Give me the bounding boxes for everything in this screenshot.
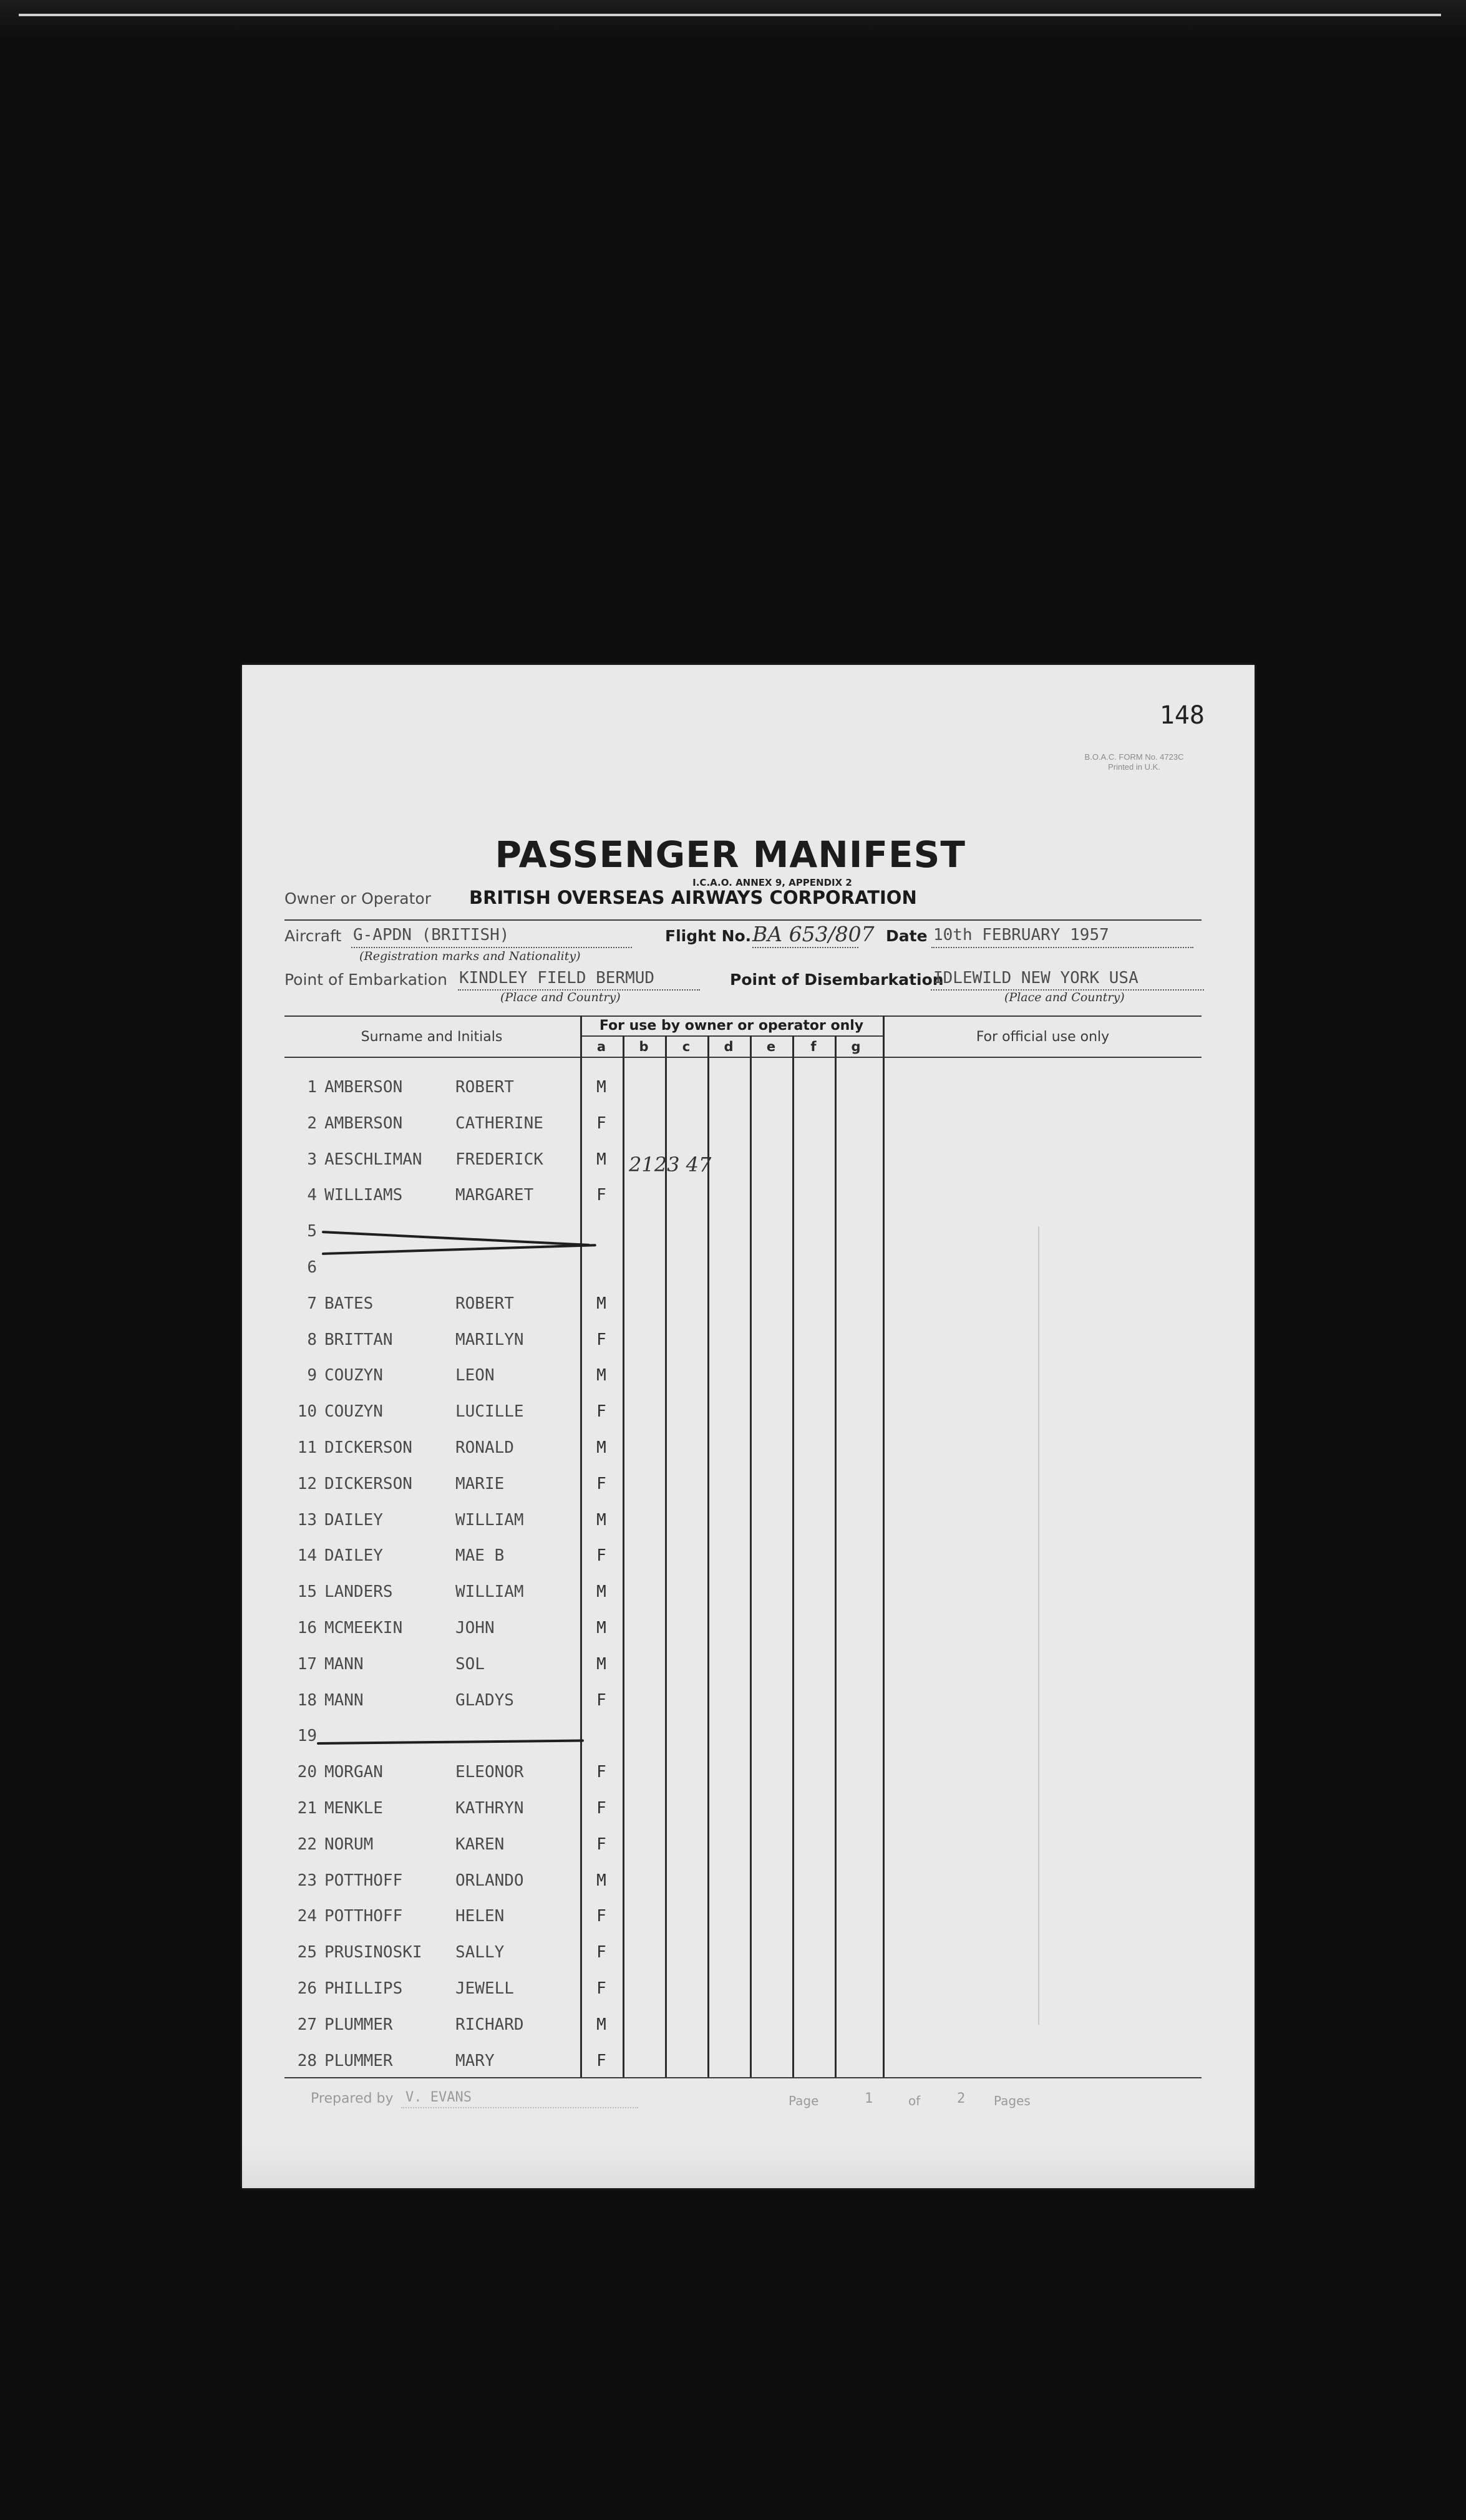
passenger-given-name: LUCILLE xyxy=(455,1402,524,1421)
row-number: 26 xyxy=(297,1979,317,1998)
passenger-given-name: FREDERICK xyxy=(455,1150,543,1169)
flight-underline xyxy=(752,947,858,948)
passenger-surname: WILLIAMS xyxy=(324,1186,403,1204)
column-rule xyxy=(792,1035,794,2078)
surname-header: Surname and Initials xyxy=(361,1029,503,1045)
row-number: 3 xyxy=(307,1150,317,1169)
passenger-surname: MANN xyxy=(324,1691,364,1710)
passenger-surname: DAILEY xyxy=(324,1511,383,1529)
disembark-label: Point of Disembarkation xyxy=(730,971,944,989)
aircraft-label: Aircraft xyxy=(284,927,342,945)
column-letter: f xyxy=(810,1039,817,1054)
row-number: 20 xyxy=(297,1763,317,1781)
pages-value: 2 xyxy=(957,2091,966,2106)
passenger-given-name: KAREN xyxy=(455,1835,505,1854)
row-number: 1 xyxy=(307,1078,317,1097)
passenger-sex: F xyxy=(596,1799,606,1818)
film-edge xyxy=(0,0,1466,37)
cancel-stroke xyxy=(317,1740,584,1745)
passenger-surname: BRITTAN xyxy=(324,1330,393,1349)
passenger-sex: F xyxy=(596,1186,606,1204)
passenger-given-name: RONALD xyxy=(455,1438,514,1457)
page-subtitle: I.C.A.O. ANNEX 9, APPENDIX 2 xyxy=(692,877,852,888)
passenger-sex: M xyxy=(596,1511,606,1529)
passenger-surname: DICKERSON xyxy=(324,1438,412,1457)
row-number: 24 xyxy=(297,1907,317,1926)
passenger-sex: F xyxy=(596,1943,606,1962)
cancel-stroke xyxy=(322,1231,590,1246)
passenger-sex: M xyxy=(596,1078,606,1097)
date-label: Date xyxy=(886,927,928,945)
cancel-stroke xyxy=(322,1244,596,1255)
passenger-sex: F xyxy=(596,2052,606,2070)
embark-caption: (Place and Country) xyxy=(500,991,621,1004)
passenger-sex: M xyxy=(596,1150,606,1169)
table-bottom-rule xyxy=(284,2077,1201,2078)
row-number: 25 xyxy=(297,1943,317,1962)
column-rule xyxy=(750,1035,752,2078)
passenger-surname: DICKERSON xyxy=(324,1475,412,1493)
official-column-mark xyxy=(1038,1226,1039,2025)
passenger-given-name: LEON xyxy=(455,1366,495,1385)
passenger-sex: F xyxy=(596,1979,606,1998)
column-rule xyxy=(883,1015,885,2078)
column-rule xyxy=(665,1035,667,2078)
passenger-given-name: MARILYN xyxy=(455,1330,524,1349)
row-number: 8 xyxy=(307,1330,317,1349)
passenger-given-name: KATHRYN xyxy=(455,1799,524,1818)
passenger-given-name: MARIE xyxy=(455,1475,505,1493)
row-number: 4 xyxy=(307,1186,317,1204)
row-number: 16 xyxy=(297,1619,317,1637)
passenger-sex: F xyxy=(596,1475,606,1493)
passenger-surname: AESCHLIMAN xyxy=(324,1150,422,1169)
passenger-surname: PLUMMER xyxy=(324,2015,393,2034)
prepared-value: V. EVANS xyxy=(405,2090,472,2105)
passenger-given-name: SOL xyxy=(455,1655,485,1674)
passenger-sex: M xyxy=(596,1582,606,1601)
row-number: 5 xyxy=(307,1222,317,1241)
passenger-given-name: ROBERT xyxy=(455,1294,514,1313)
passenger-surname: PHILLIPS xyxy=(324,1979,403,1998)
passenger-surname: PRUSINOSKI xyxy=(324,1943,422,1962)
disembark-caption: (Place and Country) xyxy=(1004,991,1125,1004)
passenger-surname: COUZYN xyxy=(324,1402,383,1421)
passenger-sex: M xyxy=(596,1655,606,1674)
passenger-surname: POTTHOFF xyxy=(324,1871,403,1890)
passenger-given-name: WILLIAM xyxy=(455,1582,524,1601)
prepared-label: Prepared by xyxy=(311,2091,394,2106)
column-letter: b xyxy=(639,1039,649,1054)
row-number: 6 xyxy=(307,1258,317,1277)
table-top-rule xyxy=(284,1015,1201,1017)
embark-value: KINDLEY FIELD BERMUD xyxy=(459,969,655,987)
aircraft-caption: (Registration marks and Nationality) xyxy=(359,949,581,963)
row-number: 27 xyxy=(297,2015,317,2034)
date-value: 10th FEBRUARY 1957 xyxy=(933,926,1109,944)
passenger-given-name: HELEN xyxy=(455,1907,505,1926)
column-letter: g xyxy=(851,1039,861,1054)
date-underline xyxy=(931,947,1193,948)
row-number: 23 xyxy=(297,1871,317,1890)
form-code xyxy=(1062,752,1206,772)
column-letter: e xyxy=(766,1039,776,1054)
passenger-sex: M xyxy=(596,2015,606,2034)
flight-value: BA 653/807 xyxy=(752,922,875,946)
passenger-surname: AMBERSON xyxy=(324,1114,403,1133)
row-number: 17 xyxy=(297,1655,317,1674)
form-code-line: B.O.A.C. FORM No. 4723C xyxy=(1084,752,1184,762)
passenger-given-name: RICHARD xyxy=(455,2015,524,2034)
column-rule xyxy=(835,1035,837,2078)
passenger-sex: F xyxy=(596,1907,606,1926)
row-number: 7 xyxy=(307,1294,317,1313)
passenger-sex: M xyxy=(596,1438,606,1457)
passenger-surname: NORUM xyxy=(324,1835,374,1854)
film-edge-line xyxy=(19,14,1441,16)
row-number: 28 xyxy=(297,2052,317,2070)
owner-use-rule xyxy=(580,1035,883,1037)
passenger-given-name: SALLY xyxy=(455,1943,505,1962)
flight-label: Flight No. xyxy=(665,927,752,945)
passenger-sex: M xyxy=(596,1871,606,1890)
passenger-given-name: ELEONOR xyxy=(455,1763,524,1781)
passenger-sex: F xyxy=(596,1835,606,1854)
passenger-sex: M xyxy=(596,1366,606,1385)
passenger-sex: F xyxy=(596,1763,606,1781)
page-label: Page xyxy=(789,2093,819,2108)
passenger-given-name: ORLANDO xyxy=(455,1871,524,1890)
passenger-surname: MANN xyxy=(324,1655,364,1674)
form-code-line: Printed in U.K. xyxy=(1108,762,1160,772)
passenger-given-name: ROBERT xyxy=(455,1078,514,1097)
column-letter: a xyxy=(596,1039,606,1054)
rule xyxy=(284,919,1201,921)
manifest-sheet xyxy=(242,665,1255,2188)
passenger-sex: F xyxy=(596,1330,606,1349)
row-number: 21 xyxy=(297,1799,317,1818)
row-number: 19 xyxy=(297,1727,317,1745)
handwritten-note: 2123 47 xyxy=(629,1153,712,1176)
row-number: 18 xyxy=(297,1691,317,1710)
column-rule xyxy=(707,1035,709,2078)
passenger-surname: MENKLE xyxy=(324,1799,383,1818)
passenger-given-name: MARGARET xyxy=(455,1186,534,1204)
passenger-surname: AMBERSON xyxy=(324,1078,403,1097)
page-number: 148 xyxy=(1159,701,1205,730)
owner-label: Owner or Operator xyxy=(284,889,431,908)
passenger-sex: M xyxy=(596,1294,606,1313)
row-number: 22 xyxy=(297,1835,317,1854)
column-letter: c xyxy=(682,1039,691,1054)
table-header-rule xyxy=(284,1057,1201,1058)
column-rule xyxy=(623,1035,624,2078)
passenger-given-name: WILLIAM xyxy=(455,1511,524,1529)
row-number: 10 xyxy=(297,1402,317,1421)
row-number: 15 xyxy=(297,1582,317,1601)
passenger-given-name: CATHERINE xyxy=(455,1114,543,1133)
passenger-surname: BATES xyxy=(324,1294,374,1313)
passenger-surname: PLUMMER xyxy=(324,2052,393,2070)
aircraft-value: G-APDN (BRITISH) xyxy=(353,926,510,944)
aircraft-underline xyxy=(351,947,632,948)
owner-use-header: For use by owner or operator only xyxy=(599,1018,864,1034)
column-letter: d xyxy=(724,1039,734,1054)
row-number: 11 xyxy=(297,1438,317,1457)
row-number: 2 xyxy=(307,1114,317,1133)
official-use-header: For official use only xyxy=(976,1029,1110,1045)
paper-shadow xyxy=(242,2144,1255,2188)
passenger-surname: COUZYN xyxy=(324,1366,383,1385)
pages-label: Pages xyxy=(994,2093,1031,2108)
passenger-surname: DAILEY xyxy=(324,1546,383,1565)
disembark-value: IDLEWILD NEW YORK USA xyxy=(933,969,1138,987)
passenger-given-name: JOHN xyxy=(455,1619,495,1637)
row-number: 13 xyxy=(297,1511,317,1529)
passenger-sex: M xyxy=(596,1619,606,1637)
passenger-surname: MORGAN xyxy=(324,1763,383,1781)
page-value: 1 xyxy=(865,2091,873,2106)
passenger-surname: POTTHOFF xyxy=(324,1907,403,1926)
passenger-sex: F xyxy=(596,1546,606,1565)
row-number: 9 xyxy=(307,1366,317,1385)
row-number: 14 xyxy=(297,1546,317,1565)
embark-label: Point of Embarkation xyxy=(284,971,447,989)
passenger-sex: F xyxy=(596,1114,606,1133)
passenger-sex: F xyxy=(596,1691,606,1710)
passenger-surname: MCMEEKIN xyxy=(324,1619,403,1637)
passenger-surname: LANDERS xyxy=(324,1582,393,1601)
passenger-given-name: MARY xyxy=(455,2052,495,2070)
of-label: of xyxy=(908,2093,921,2108)
prepared-underline xyxy=(401,2107,638,2108)
passenger-sex: F xyxy=(596,1402,606,1421)
passenger-given-name: GLADYS xyxy=(455,1691,514,1710)
passenger-given-name: JEWELL xyxy=(455,1979,514,1998)
row-number: 12 xyxy=(297,1475,317,1493)
page-title: PASSENGER MANIFEST xyxy=(495,833,966,876)
owner-value: BRITISH OVERSEAS AIRWAYS CORPORATION xyxy=(469,887,917,908)
passenger-given-name: MAE B xyxy=(455,1546,505,1565)
